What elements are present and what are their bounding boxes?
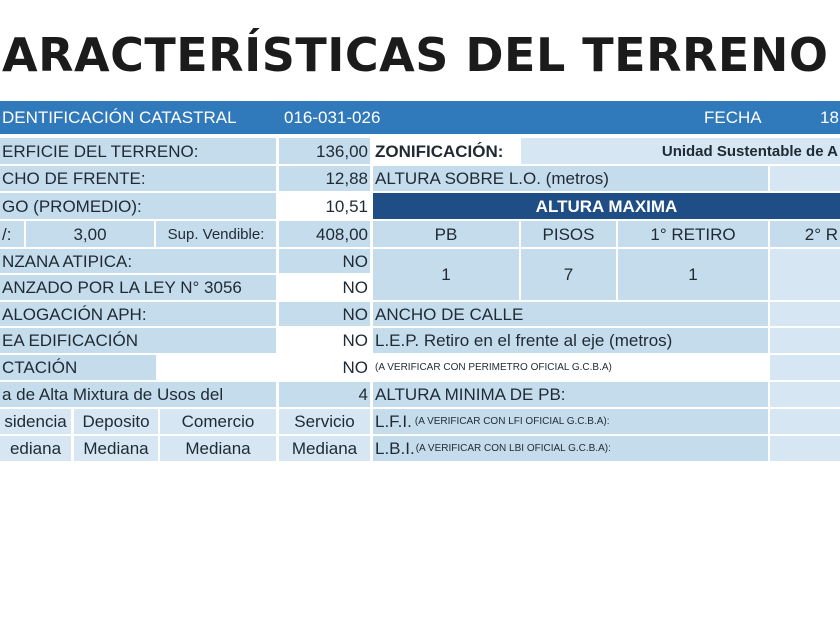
pb-value: 1 <box>373 249 519 300</box>
retiro2-value <box>770 249 840 300</box>
frente-value: 12,88 <box>279 166 370 191</box>
lfi-note: (A VERIFICAR CON LFI OFICIAL G.C.B.A): <box>414 415 610 427</box>
edificacion-label: EA EDIFICACIÓN <box>0 328 276 353</box>
col-retiro2-header: 2° R <box>770 221 840 247</box>
edificacion-value: NO <box>279 328 370 353</box>
use-value-deposito: Mediana <box>74 436 158 461</box>
verificar-perimetro-note: (A VERIFICAR CON PERIMETRO OFICIAL G.C.B.A) <box>373 355 768 380</box>
superficie-label: ERFICIE DEL TERRENO: <box>0 138 276 164</box>
frente-label: CHO DE FRENTE: <box>0 166 276 191</box>
lfi-value <box>770 409 840 434</box>
cadastral-id-label: DENTIFICACIÓN CATASTRAL <box>0 101 270 134</box>
page-title: ARACTERÍSTICAS DEL TERRENO <box>2 28 829 82</box>
lfi-row <box>373 409 768 434</box>
use-header-residencia: sidencia <box>0 409 71 434</box>
ancho-calle-value <box>770 302 840 326</box>
altura-lo-label: ALTURA SOBRE L.O. (metros) <box>373 166 768 191</box>
lbi-note: (A VERIFICAR CON LBI OFICIAL G.C.B.A): <box>415 442 611 454</box>
use-value-comercio: Mediana <box>160 436 276 461</box>
zonificacion-label: ZONIFICACIÓN: <box>373 138 519 164</box>
lfi-label: L.F.I. <box>375 412 412 431</box>
altura-maxima-header: ALTURA MAXIMA <box>373 193 840 219</box>
use-header-comercio: Comercio <box>160 409 276 434</box>
use-value-servicio: Mediana <box>279 436 370 461</box>
col-pb-header: PB <box>373 221 519 247</box>
altura-minima-value <box>770 382 840 407</box>
ley-label: ANZADO POR LA LEY N° 3056 <box>0 275 276 300</box>
use-header-servicio: Servicio <box>279 409 370 434</box>
altura-minima-label: ALTURA MINIMA DE PB: <box>373 382 768 407</box>
aph-label: ALOGACIÓN APH: <box>0 302 276 326</box>
perimetro-value <box>770 355 840 380</box>
ancho-calle-label: ANCHO DE CALLE <box>373 302 768 326</box>
ley-value: NO <box>279 275 370 300</box>
superficie-value: 136,00 <box>279 138 370 164</box>
pisos-value: 7 <box>521 249 616 300</box>
fot-label: /: <box>0 221 24 247</box>
largo-value: 10,51 <box>279 193 370 219</box>
lbi-row <box>373 436 768 461</box>
use-header-deposito: Deposito <box>74 409 158 434</box>
fot-value: 3,00 <box>26 221 154 247</box>
col-pisos-header: PISOS <box>521 221 616 247</box>
altura-lo-value <box>770 166 840 191</box>
lep-value <box>770 328 840 353</box>
use-value-residencia: ediana <box>0 436 71 461</box>
lbi-value <box>770 436 840 461</box>
cadastral-id-value: 016-031-026 <box>282 101 422 134</box>
mixtura-value: 4 <box>279 382 370 407</box>
lep-label: L.E.P. Retiro en el frente al eje (metros) <box>373 328 768 353</box>
afectacion-value: NO <box>279 355 370 380</box>
retiro1-value: 1 <box>618 249 768 300</box>
date-label: FECHA <box>702 101 782 134</box>
largo-label: GO (PROMEDIO): <box>0 193 276 219</box>
afectacion-label: CTACIÓN <box>0 355 156 380</box>
vendible-value: 408,00 <box>279 221 370 247</box>
atipica-label: NZANA ATIPICA: <box>0 249 276 273</box>
mixtura-label: a de Alta Mixtura de Usos del <box>0 382 276 407</box>
date-value: 18 <box>818 101 840 134</box>
vendible-label: Sup. Vendible: <box>156 221 276 247</box>
aph-value: NO <box>279 302 370 326</box>
atipica-value: NO <box>279 249 370 273</box>
col-retiro1-header: 1° RETIRO <box>618 221 768 247</box>
afectacion-blank <box>158 355 276 380</box>
zonificacion-value: Unidad Sustentable de A <box>521 138 840 164</box>
lbi-label: L.B.I. <box>375 439 415 458</box>
